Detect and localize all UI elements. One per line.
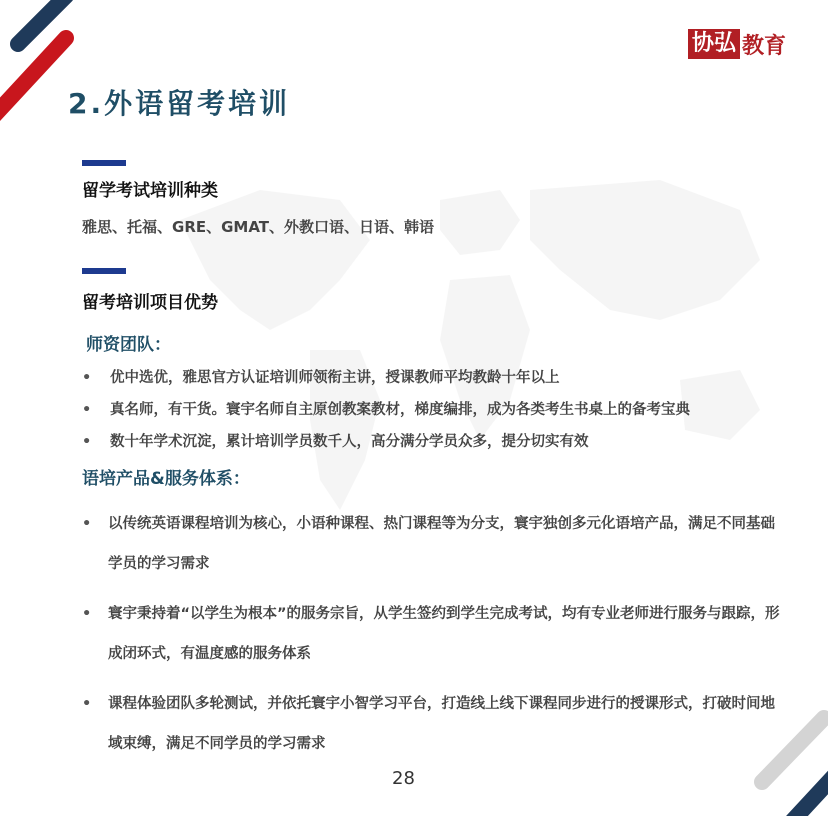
- list-item: [82, 366, 560, 387]
- list-item-text: 寰宇秉持着“以学生为根本”的服务宗旨，从学生签约到学生完成考试，均有专业老师进行服务与跟踪，形成闭环式，有温度感的服务体系: [108, 606, 780, 662]
- list-item-text: 数十年学术沉淀，累计培训学员数千人，高分满分学员众多，提分切实有效: [110, 434, 589, 450]
- list-item: [82, 594, 782, 674]
- exam-types-list: 雅思、托福、GRE、GMAT、外教口语、日语、韩语: [82, 218, 435, 236]
- list-item-text: 真名师，有干货。寰宇名师自主原创教案教材，梯度编排，成为各类考生书桌上的备考宝典: [110, 402, 690, 418]
- list-item-text: 以传统英语课程培训为核心，小语种课程、热门课程等为分支，寰宇独创多元化语培产品，满足不同基础学员的学习需求: [108, 516, 775, 572]
- bullet-dot: •: [82, 370, 92, 386]
- subheading-teaching-team: 师资团队：: [86, 335, 171, 355]
- bullet-dot: •: [82, 606, 92, 622]
- list-item: [82, 504, 782, 584]
- section-heading-advantages: 留考培训项目优势: [82, 293, 218, 313]
- logo-tail-text: 教育: [742, 33, 787, 59]
- section-heading-exam-types: 留学考试培训种类: [82, 181, 218, 201]
- brand-logo: [688, 28, 786, 60]
- page-title: 2.外语留考培训: [68, 87, 291, 120]
- logo-block-text: 协弘: [688, 29, 740, 59]
- bullet-dot: •: [82, 516, 92, 532]
- bullet-dot: •: [82, 434, 92, 450]
- section-accent-bar: [82, 160, 126, 166]
- list-item-text: 优中选优，雅思官方认证培训师领衔主讲，授课教师平均教龄十年以上: [110, 370, 560, 386]
- section-accent-bar: [82, 268, 126, 274]
- bullet-dot: •: [82, 402, 92, 418]
- list-item: [82, 430, 589, 451]
- list-item-text: 课程体验团队多轮测试，并依托寰宇小智学习平台，打造线上线下课程同步进行的授课形式，打破时间地域束缚，满足不同学员的学习需求: [108, 696, 775, 752]
- list-item: [82, 684, 782, 764]
- page-number: 28: [392, 768, 415, 789]
- list-item: [82, 398, 690, 419]
- bullet-dot: •: [82, 696, 92, 712]
- subheading-products-services: 语培产品&服务体系：: [82, 469, 250, 489]
